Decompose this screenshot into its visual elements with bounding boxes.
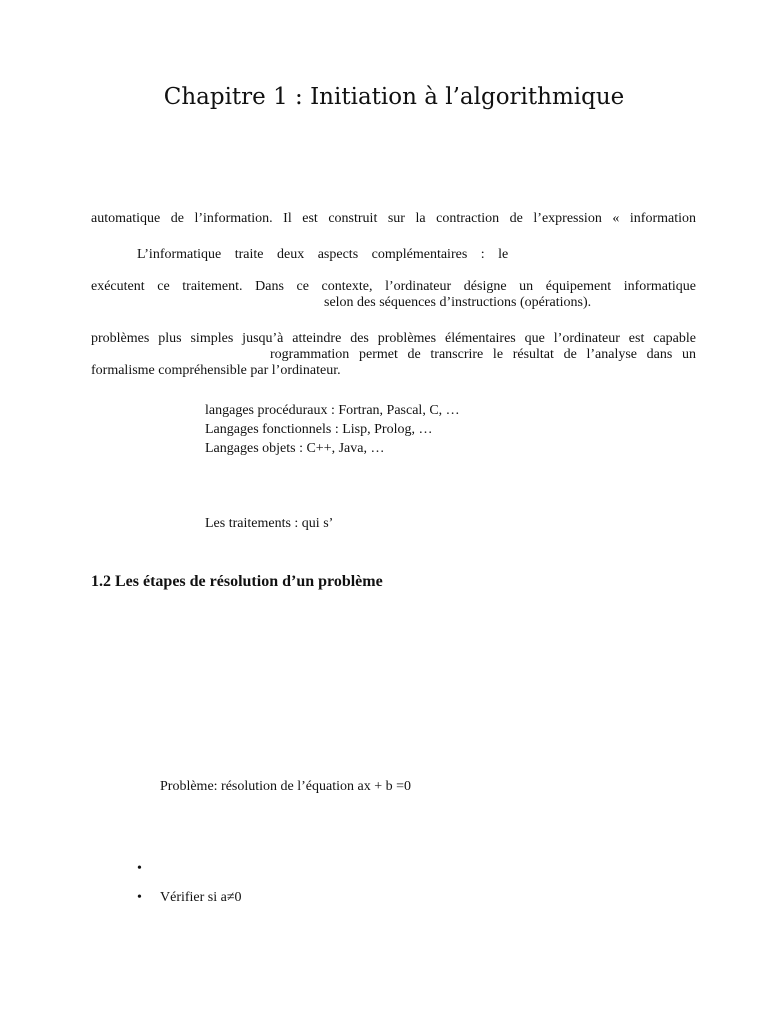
- paragraph-line: selon des séquences d’instructions (opérations).: [324, 295, 592, 310]
- traitements-line: Les traitements : qui s’: [205, 516, 334, 531]
- paragraph-line: automatique de l’information. Il est construit sur la contraction de l’expression « information: [91, 211, 696, 226]
- chapter-title: Chapitre 1 : Initiation à l’algorithmique: [163, 84, 625, 110]
- probleme-line: Problème: résolution de l’équation ax + b =0: [160, 779, 412, 794]
- paragraph-line: exécutent ce traitement. Dans ce contexte, l’ordinateur désigne un équipement informatique: [91, 279, 696, 294]
- bullet-marker: •: [137, 890, 142, 905]
- paragraph-line: problèmes plus simples jusqu’à atteindre des problèmes élémentaires que l’ordinateur est capable: [91, 331, 696, 346]
- bullet-text: Vérifier si a≠0: [160, 890, 242, 905]
- paragraph-line: formalisme compréhensible par l’ordinateur.: [91, 363, 341, 378]
- language-list-item: Langages objets : C++, Java, …: [205, 441, 385, 456]
- language-list-item: langages procéduraux : Fortran, Pascal, C, …: [205, 403, 460, 418]
- paragraph-line: rogrammation permet de transcrire le résultat de l’analyse dans un: [270, 347, 696, 362]
- section-heading: 1.2 Les étapes de résolution d’un problème: [91, 573, 383, 590]
- language-list-item: Langages fonctionnels : Lisp, Prolog, …: [205, 422, 433, 437]
- paragraph-line: L’informatique traite deux aspects complémentaires : le: [137, 247, 509, 262]
- bullet-marker: •: [137, 861, 142, 876]
